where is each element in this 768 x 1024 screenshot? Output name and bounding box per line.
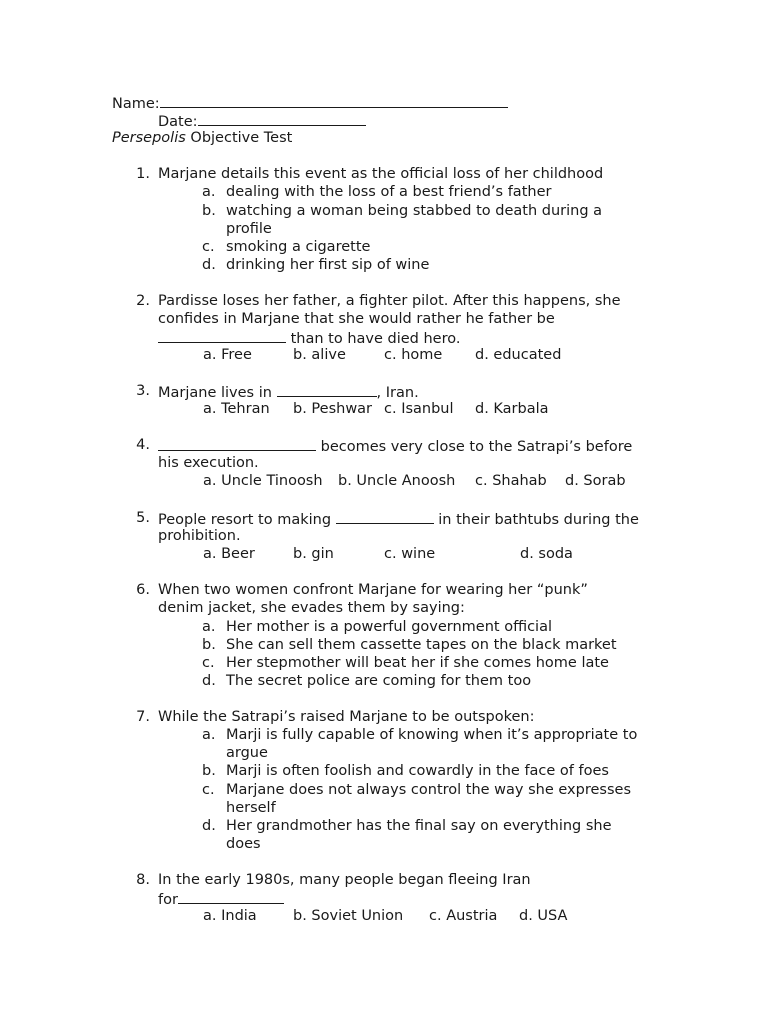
option-letter: a. [202, 619, 216, 635]
answer-blank[interactable] [336, 509, 434, 524]
option-letter: b. [202, 763, 216, 779]
option-a[interactable]: a. Uncle Tinoosh [203, 473, 323, 489]
option-letter: b. [202, 203, 216, 219]
date-blank[interactable] [198, 111, 366, 126]
option-letter: c. [202, 782, 215, 798]
question-text: Pardisse loses her father, a fighter pilot. After this happens, she [158, 293, 621, 309]
date-label: Date: [158, 114, 198, 130]
option-d[interactable]: d. Karbala [475, 401, 549, 417]
option-text[interactable]: watching a woman being stabbed to death during a [226, 203, 603, 219]
option-letter: d. [202, 673, 216, 689]
question-number: 7. [136, 709, 150, 725]
title-book-name: Persepolis [112, 130, 186, 146]
question-text: confides in Marjane that she would rather he father be [158, 311, 555, 327]
option-text[interactable]: Marji is often foolish and cowardly in the face of foes [226, 763, 609, 779]
option-a[interactable]: a. Tehran [203, 401, 270, 417]
question-text-tail: than to have died hero. [286, 331, 461, 347]
question-text [158, 889, 284, 909]
question-text: denim jacket, she evades them by saying: [158, 600, 465, 616]
option-c[interactable]: c. wine [384, 546, 436, 562]
option-a[interactable]: a. India [203, 908, 257, 924]
option-c[interactable]: c. Austria [429, 908, 498, 924]
answer-blank[interactable] [158, 328, 286, 343]
option-text[interactable]: Her mother is a powerful government official [226, 619, 553, 635]
option-c[interactable]: c. Isanbul [384, 401, 454, 417]
question-number: 2. [136, 293, 150, 309]
option-text-continued[interactable]: argue [226, 745, 268, 761]
option-c[interactable]: c. Shahab [475, 473, 547, 489]
question-text-head: for [158, 892, 178, 908]
option-letter: c. [202, 239, 215, 255]
option-text-continued[interactable]: profile [226, 221, 272, 237]
question-number: 1. [136, 166, 150, 182]
question-text: Marjane details this event as the official loss of her childhood [158, 166, 604, 182]
option-b[interactable]: b. Peshwar [293, 401, 373, 417]
question-number: 4. [136, 437, 150, 453]
option-letter: b. [202, 637, 216, 653]
title-rest: Objective Test [185, 130, 293, 146]
option-d[interactable]: d. Sorab [565, 473, 626, 489]
question-text [158, 382, 419, 402]
question-text-tail: in their bathtubs during the [433, 512, 639, 528]
question-text [158, 436, 632, 456]
option-text[interactable]: Her stepmother will beat her if she comes home late [226, 655, 609, 671]
option-letter: d. [202, 257, 216, 273]
option-text[interactable]: She can sell them cassette tapes on the black market [226, 637, 617, 653]
question-text-tail: becomes very close to the Satrapi’s before [316, 439, 633, 455]
option-text[interactable]: dealing with the loss of a best friend’s father [226, 184, 552, 200]
page-title [112, 129, 292, 147]
name-line [112, 93, 508, 113]
name-label: Name: [112, 96, 160, 112]
option-b[interactable]: b. gin [293, 546, 334, 562]
option-text[interactable]: Marji is fully capable of knowing when it’s appropriate to [226, 727, 638, 743]
question-number: 6. [136, 582, 150, 598]
question-text: prohibition. [158, 528, 241, 544]
question-number: 3. [136, 383, 150, 399]
option-b[interactable]: b. alive [293, 347, 346, 363]
answer-blank[interactable] [277, 382, 377, 397]
option-text[interactable]: smoking a cigarette [226, 239, 371, 255]
question-text: While the Satrapi’s raised Marjane to be outspoken: [158, 709, 535, 725]
option-letter: d. [202, 818, 216, 834]
option-a[interactable]: a. Free [203, 347, 252, 363]
question-text [158, 328, 460, 348]
question-number: 5. [136, 510, 150, 526]
date-line [158, 111, 366, 131]
option-d[interactable]: d. soda [520, 546, 573, 562]
question-number: 8. [136, 872, 150, 888]
option-d[interactable]: d. USA [519, 908, 568, 924]
question-text: his execution. [158, 455, 259, 471]
option-text-continued[interactable]: does [226, 836, 261, 852]
question-text [158, 509, 639, 529]
option-text[interactable]: Marjane does not always control the way she expresses [226, 782, 631, 798]
question-text-head: People resort to making [158, 512, 336, 528]
option-letter: a. [202, 184, 216, 200]
option-b[interactable]: b. Soviet Union [293, 908, 404, 924]
question-text-head: Marjane lives in [158, 385, 277, 401]
option-text[interactable]: drinking her first sip of wine [226, 257, 430, 273]
option-d[interactable]: d. educated [475, 347, 562, 363]
option-b[interactable]: b. Uncle Anoosh [338, 473, 456, 489]
option-letter: c. [202, 655, 215, 671]
question-text: In the early 1980s, many people began fleeing Iran [158, 872, 531, 888]
answer-blank[interactable] [178, 889, 284, 904]
option-text-continued[interactable]: herself [226, 800, 276, 816]
option-c[interactable]: c. home [384, 347, 443, 363]
option-letter: a. [202, 727, 216, 743]
option-text[interactable]: Her grandmother has the final say on everything she [226, 818, 612, 834]
option-a[interactable]: a. Beer [203, 546, 255, 562]
question-text: When two women confront Marjane for wearing her “punk” [158, 582, 588, 598]
answer-blank[interactable] [158, 436, 316, 451]
question-text-tail: , Iran. [376, 385, 419, 401]
option-text[interactable]: The secret police are coming for them too [226, 673, 532, 689]
name-blank[interactable] [160, 93, 508, 108]
